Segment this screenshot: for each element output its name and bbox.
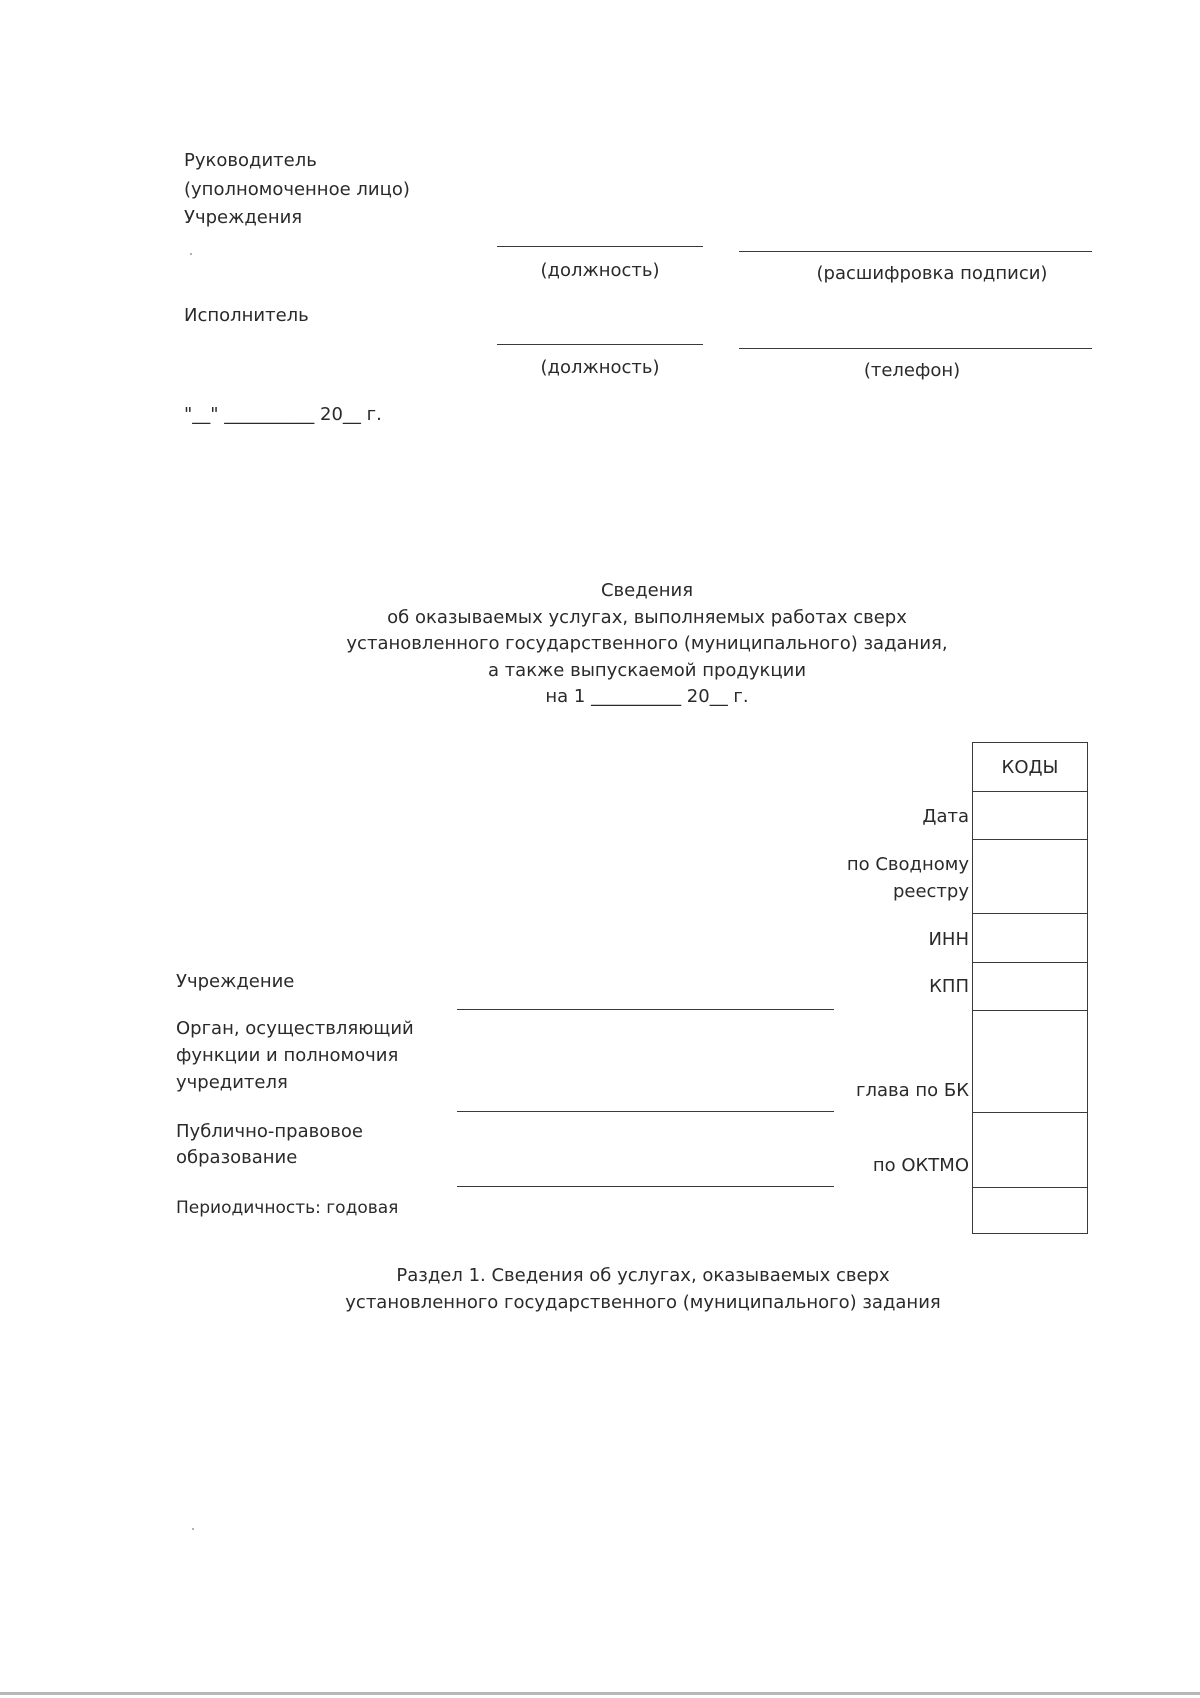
codes-table [972,742,1088,1234]
code-cell-oktmo[interactable] [973,1112,1087,1187]
founder-label: Орган, осуществляющий [176,1018,414,1039]
code-cell-kpp[interactable] [973,962,1087,1010]
public-entity-label: Публично-правовое [176,1121,363,1142]
code-label-bk: глава по БК [856,1080,969,1101]
signature-decode-line[interactable] [739,251,1092,252]
title-date-line: на 1 __________ 20__ г. [545,686,749,707]
position-caption: (должность) [540,260,660,281]
code-cell-date[interactable] [973,791,1087,839]
public-entity-line[interactable] [457,1186,834,1187]
phone-line[interactable] [739,348,1092,349]
title-line: а также выпускаемой продукции [487,660,807,681]
periodicity-label: Периодичность: годовая [176,1198,399,1218]
executor-label: Исполнитель [184,305,309,326]
institution-label: Учреждение [176,971,295,992]
code-label-kpp: КПП [929,976,969,997]
signature-decode-caption: (расшифровка подписи) [816,263,1048,284]
code-cell-extra[interactable] [973,1187,1087,1234]
section-title-line: Раздел 1. Сведения об услугах, оказываемых сверх [396,1265,890,1286]
position-line-2[interactable] [497,344,703,345]
code-label-inn: ИНН [928,929,969,950]
title-line: установленного государственного (муниципального) задания, [346,633,948,654]
phone-caption: (телефон) [863,360,961,381]
position-caption: (должность) [540,357,660,378]
codes-header: КОДЫ [973,742,1087,791]
code-cell-inn[interactable] [973,913,1087,962]
code-label-registry: реестру [892,881,969,902]
scan-speck [192,1528,194,1530]
founder-label: функции и полномочия [176,1045,399,1066]
code-cell-bk[interactable] [973,1010,1087,1112]
scan-edge [0,1692,1200,1695]
founder-line[interactable] [457,1111,834,1112]
founder-label: учредителя [176,1072,288,1093]
title-line: об оказываемых услугах, выполняемых работах сверх [387,607,907,628]
code-label-date: Дата [922,806,969,827]
date-line: "__" __________ 20__ г. [184,404,382,425]
section-title-line: установленного государственного (муниципального) задания [345,1292,941,1313]
title-line: Сведения [600,580,694,601]
head-label-authorized: (уполномоченное лицо) [184,179,410,200]
institution-line[interactable] [457,1009,834,1010]
code-label-oktmo: по ОКТМО [872,1155,969,1176]
public-entity-label: образование [176,1147,298,1168]
head-label-institution: Учреждения [184,207,303,228]
code-label-registry: по Сводному [846,854,969,875]
position-line-1[interactable] [497,246,703,247]
scan-speck [190,253,192,255]
code-cell-registry[interactable] [973,839,1087,913]
head-label: Руководитель [184,150,317,171]
